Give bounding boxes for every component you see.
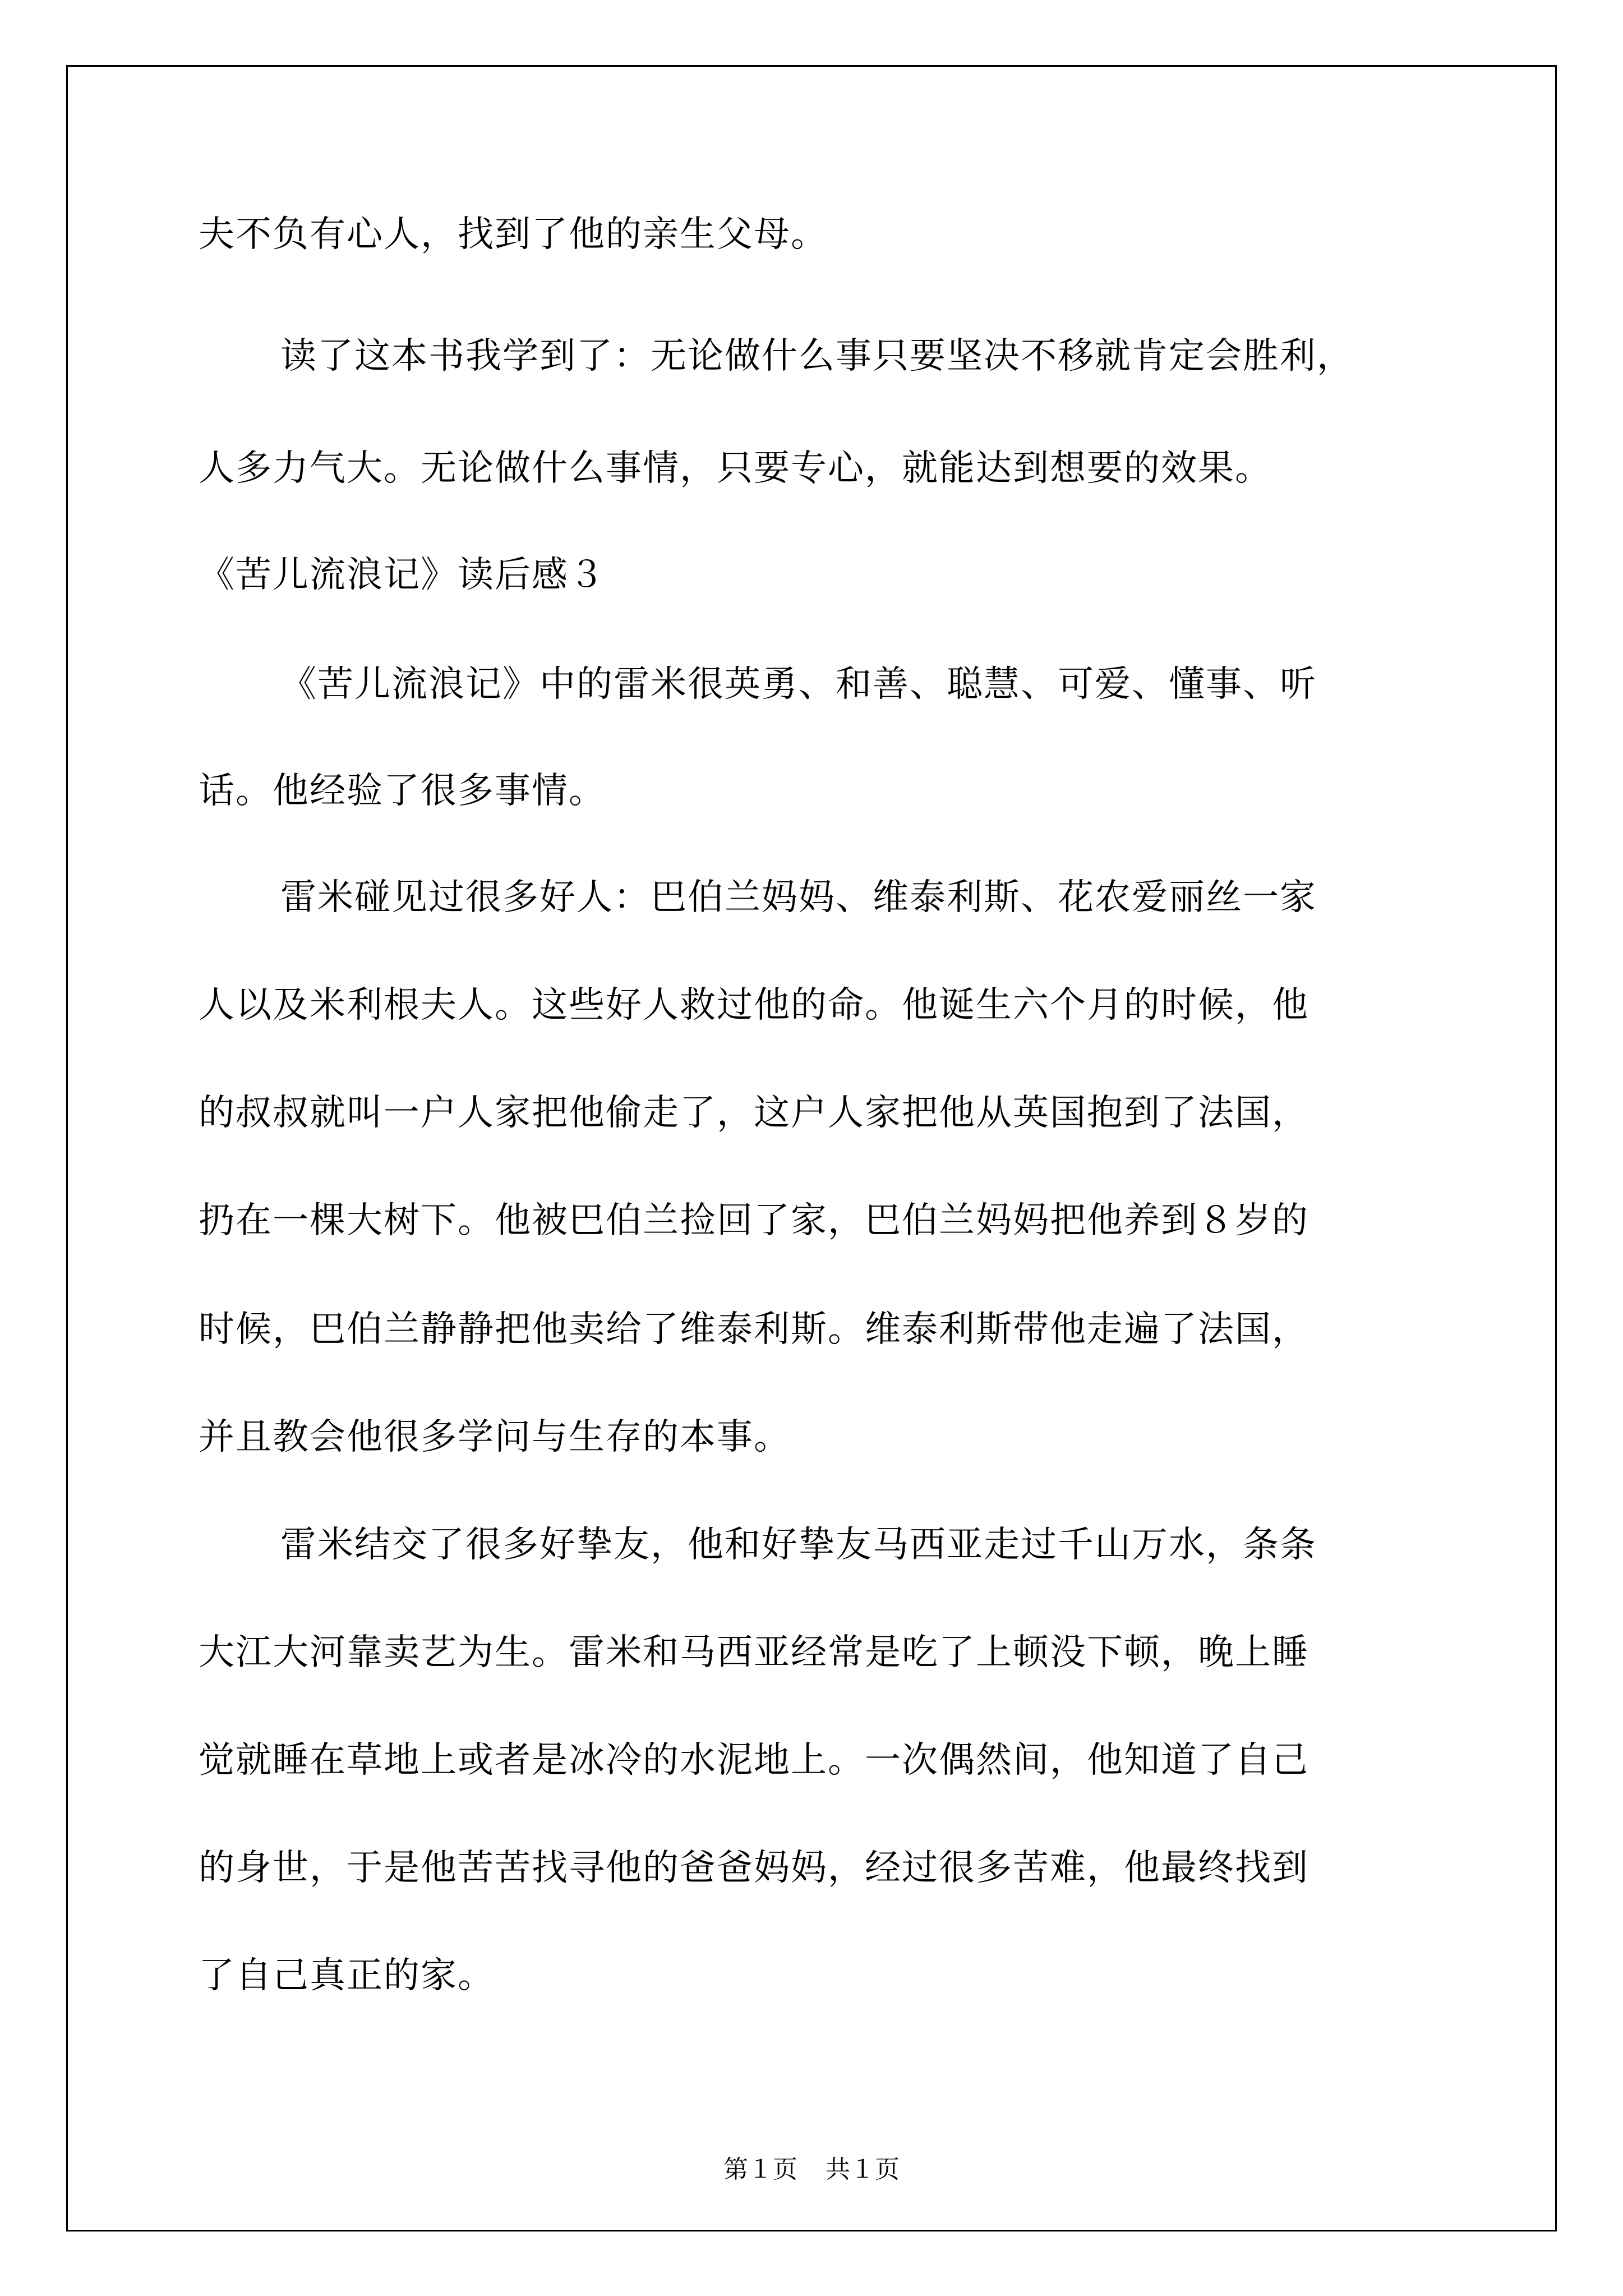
text-line: 并且教会他很多学问与生存的本事。 (199, 1416, 791, 1458)
text-line: 觉就睡在草地上或者是冰冷的水泥地上。一次偶然间，他知道了自己 (199, 1740, 1309, 1781)
page-border (66, 65, 1557, 2231)
text-line: 的身世，于是他苦苦找寻他的爸爸妈妈，经过很多苦难，他最终找到 (199, 1847, 1309, 1889)
text-line: 夫不负有心人，找到了他的亲生父母。 (199, 214, 828, 255)
page-total: 共１页 (826, 2155, 900, 2184)
text-line: 时候，巴伯兰静静把他卖给了维泰利斯。维泰利斯带他走遍了法国， (199, 1309, 1309, 1350)
page-footer (0, 2154, 1623, 2185)
text-line: 雷米结交了很多好挚友，他和好挚友马西亚走过千山万水，条条 (280, 1524, 1317, 1566)
text-line: 《苦儿流浪记》中的雷米很英勇、和善、聪慧、可爱、懂事、听 (280, 664, 1317, 705)
text-line: 扔在一棵大树下。他被巴伯兰捡回了家，巴伯兰妈妈把他养到８岁的 (199, 1200, 1309, 1241)
text-line: 话。他经验了很多事情。 (199, 770, 606, 812)
text-line: 读了这本书我学到了：无论做什么事只要坚决不移就肯定会胜利， (280, 335, 1354, 377)
text-line: 人多力气大。无论做什么事情，只要专心，就能达到想要的效果。 (199, 448, 1272, 489)
text-line: 雷米碰见过很多好人：巴伯兰妈妈、维泰利斯、花农爱丽丝一家 (280, 877, 1317, 918)
text-line: 人以及米利根夫人。这些好人救过他的命。他诞生六个月的时候，他 (199, 984, 1309, 1026)
page-number: 第１页 (723, 2155, 797, 2184)
text-line: 大江大河靠卖艺为生。雷米和马西亚经常是吃了上顿没下顿，晚上睡 (199, 1632, 1309, 1673)
section-heading: 《苦儿流浪记》读后感３ (199, 554, 606, 596)
text-line: 了自己真正的家。 (199, 1955, 495, 1996)
text-line: 的叔叔就叫一户人家把他偷走了，这户人家把他从英国抱到了法国， (199, 1092, 1309, 1134)
